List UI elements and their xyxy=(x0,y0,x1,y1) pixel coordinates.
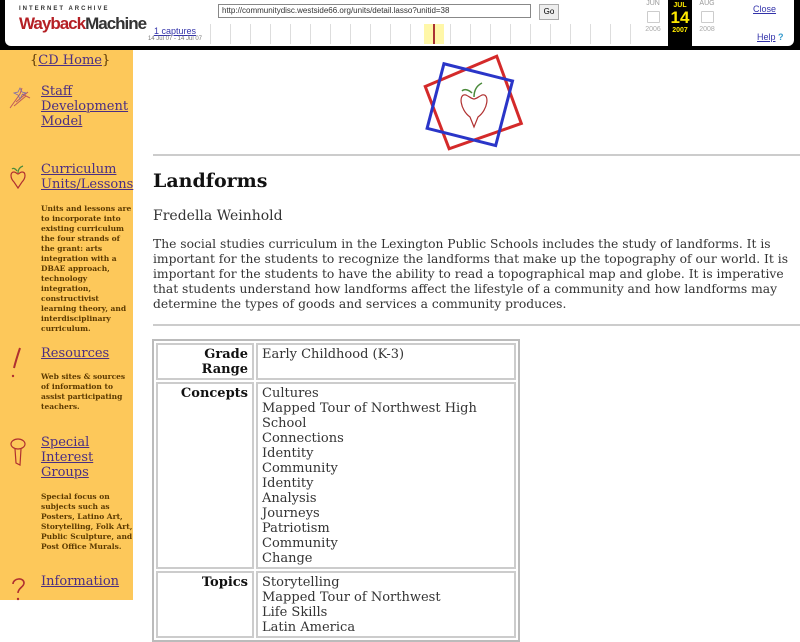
main-content xyxy=(133,50,800,635)
topics-list xyxy=(256,571,516,638)
grade-range-value: Early Childhood (K-3) xyxy=(256,343,516,380)
concepts-list xyxy=(256,382,516,569)
sparkline-tick xyxy=(390,24,391,44)
sparkline-tick xyxy=(630,24,631,44)
resources-link[interactable]: Resources xyxy=(41,346,110,361)
wayback-calendar xyxy=(638,0,723,46)
curriculum-units-link[interactable]: Curriculum Units/Lessons xyxy=(41,162,134,192)
wayback-machine-wordmark xyxy=(19,14,147,33)
capture-sparkline[interactable] xyxy=(210,24,650,44)
sparkline-tick xyxy=(410,24,411,44)
sparkline-tick xyxy=(370,24,371,44)
apple-logo-icon xyxy=(418,55,538,150)
sparkline-tick xyxy=(610,24,611,44)
table-row-concepts xyxy=(156,382,516,569)
sparkline-tick xyxy=(450,24,451,44)
current-month-label: JUL xyxy=(673,2,687,9)
topic-item: Latin America xyxy=(262,620,356,635)
prev-capture-box xyxy=(647,11,660,23)
resources-description: Web sites & sources of information to assist participating teachers. xyxy=(41,372,126,411)
topic-item: Life Skills xyxy=(262,605,328,620)
captures-range: 14 Jul 07 - 14 Jul 07 xyxy=(147,36,203,42)
concept-item: Journeys xyxy=(262,506,320,521)
next-capture-box xyxy=(701,11,714,23)
unit-description: The social studies curriculum in the Lexington Public Schools includes the study of landforms. It is important for the students to recognize the landforms that make up the topography of our world. It is important for the students to have the ability to read a topographical map and globe. It is imperative that students understand how landforms affect the lifestyle of a community and how landforms may determine the types of goods and services a community produces. xyxy=(153,237,789,311)
topic-item: Mapped Tour of Northwest xyxy=(262,590,441,605)
apple-icon xyxy=(6,162,32,190)
concept-item: Mapped Tour of Northwest High School xyxy=(262,401,477,431)
wayback-toolbar-panel xyxy=(5,0,794,46)
sparkline-tick xyxy=(470,24,471,44)
sparkline-tick xyxy=(490,24,491,44)
go-button[interactable]: Go xyxy=(539,4,559,20)
captures-info xyxy=(145,26,205,42)
help-link[interactable] xyxy=(757,32,784,42)
sparkline-tick xyxy=(530,24,531,44)
table-row-topics xyxy=(156,571,516,638)
sparkline-tick xyxy=(210,24,211,44)
sparkline-tick xyxy=(290,24,291,44)
concept-item: Identity xyxy=(262,446,314,461)
question-icon xyxy=(6,574,32,602)
help-icon: ? xyxy=(778,32,784,42)
sparkline-tick xyxy=(230,24,231,44)
curriculum-units-description: Units and lessons are to incorporate into existing curriculum the four strands of the grant: arts integration with a DBAE approach, technology integration, constructivist learning theory, and interdisciplinary curriculum. xyxy=(41,204,132,333)
unit-info-table xyxy=(152,339,520,642)
next-month-label: AUG xyxy=(699,0,715,7)
wordmark-machine: Machine xyxy=(85,14,147,33)
next-year-label: 2008 xyxy=(699,26,715,33)
staff-development-link[interactable]: Staff Development Model xyxy=(41,84,129,129)
close-link[interactable]: Close xyxy=(753,4,777,14)
prev-month xyxy=(640,0,666,33)
divider-bottom xyxy=(153,324,800,326)
concept-item: Cultures xyxy=(262,386,319,401)
divider-top xyxy=(153,154,800,156)
current-year-label: 2007 xyxy=(672,27,688,34)
help-label[interactable]: Help xyxy=(757,32,776,42)
sparkline-tick xyxy=(310,24,311,44)
magnifier-icon xyxy=(6,435,32,469)
sparkline-tick xyxy=(330,24,331,44)
current-day-label: 14 xyxy=(670,8,690,27)
wayback-toolbar xyxy=(0,0,800,50)
exclamation-icon xyxy=(6,346,32,380)
concept-item: Patriotism xyxy=(262,521,330,536)
concept-item: Community xyxy=(262,461,338,476)
sparkline-tick xyxy=(350,24,351,44)
wordmark-wayback: Wayback xyxy=(19,14,86,33)
sparkline-tick xyxy=(570,24,571,44)
information-link[interactable]: Information xyxy=(41,574,120,589)
next-month xyxy=(694,0,720,33)
prev-year-label: 2006 xyxy=(645,26,661,33)
brace-open: { xyxy=(30,53,39,68)
concept-item: Identity xyxy=(262,476,314,491)
wayback-url-input[interactable]: http://communitydisc.westside66.org/units/detail.lasso?unitid=38 xyxy=(218,4,531,18)
author-name: Fredella Weinhold xyxy=(153,208,283,224)
special-interest-groups-link[interactable]: Special Interest Groups xyxy=(41,435,94,480)
topic-item: Storytelling xyxy=(262,575,340,590)
special-interest-groups-description: Special focus on subjects such as Posters, Latino Art, Storytelling, Folk Art, Public Sculpture, and Post Office Murals. xyxy=(41,492,133,551)
cd-home-link[interactable]: CD Home xyxy=(38,53,102,68)
concept-item: Analysis xyxy=(262,491,317,506)
wayback-logo[interactable] xyxy=(19,6,147,42)
concepts-label: Concepts xyxy=(156,382,254,569)
concept-item: Change xyxy=(262,551,313,566)
grade-range-label: Grade Range xyxy=(156,343,254,380)
capture-marker[interactable] xyxy=(433,24,435,44)
cd-home-nav xyxy=(30,53,110,68)
sparkline-tick xyxy=(550,24,551,44)
current-capture-date xyxy=(668,0,692,46)
concept-item: Community xyxy=(262,536,338,551)
sparkline-tick xyxy=(590,24,591,44)
table-row-grade-range xyxy=(156,343,516,380)
topics-label: Topics xyxy=(156,571,254,638)
sidebar xyxy=(0,50,133,600)
prev-month-label: JUN xyxy=(646,0,660,7)
page-title: Landforms xyxy=(153,170,268,192)
sparkline-tick xyxy=(510,24,511,44)
concept-item: Connections xyxy=(262,431,344,446)
brace-close: } xyxy=(101,53,111,68)
sparkline-tick xyxy=(270,24,271,44)
captures-link[interactable]: 1 captures xyxy=(153,26,197,36)
sparkle-icon xyxy=(6,84,32,112)
sparkline-tick xyxy=(250,24,251,44)
internet-archive-label: INTERNET ARCHIVE xyxy=(19,6,110,12)
